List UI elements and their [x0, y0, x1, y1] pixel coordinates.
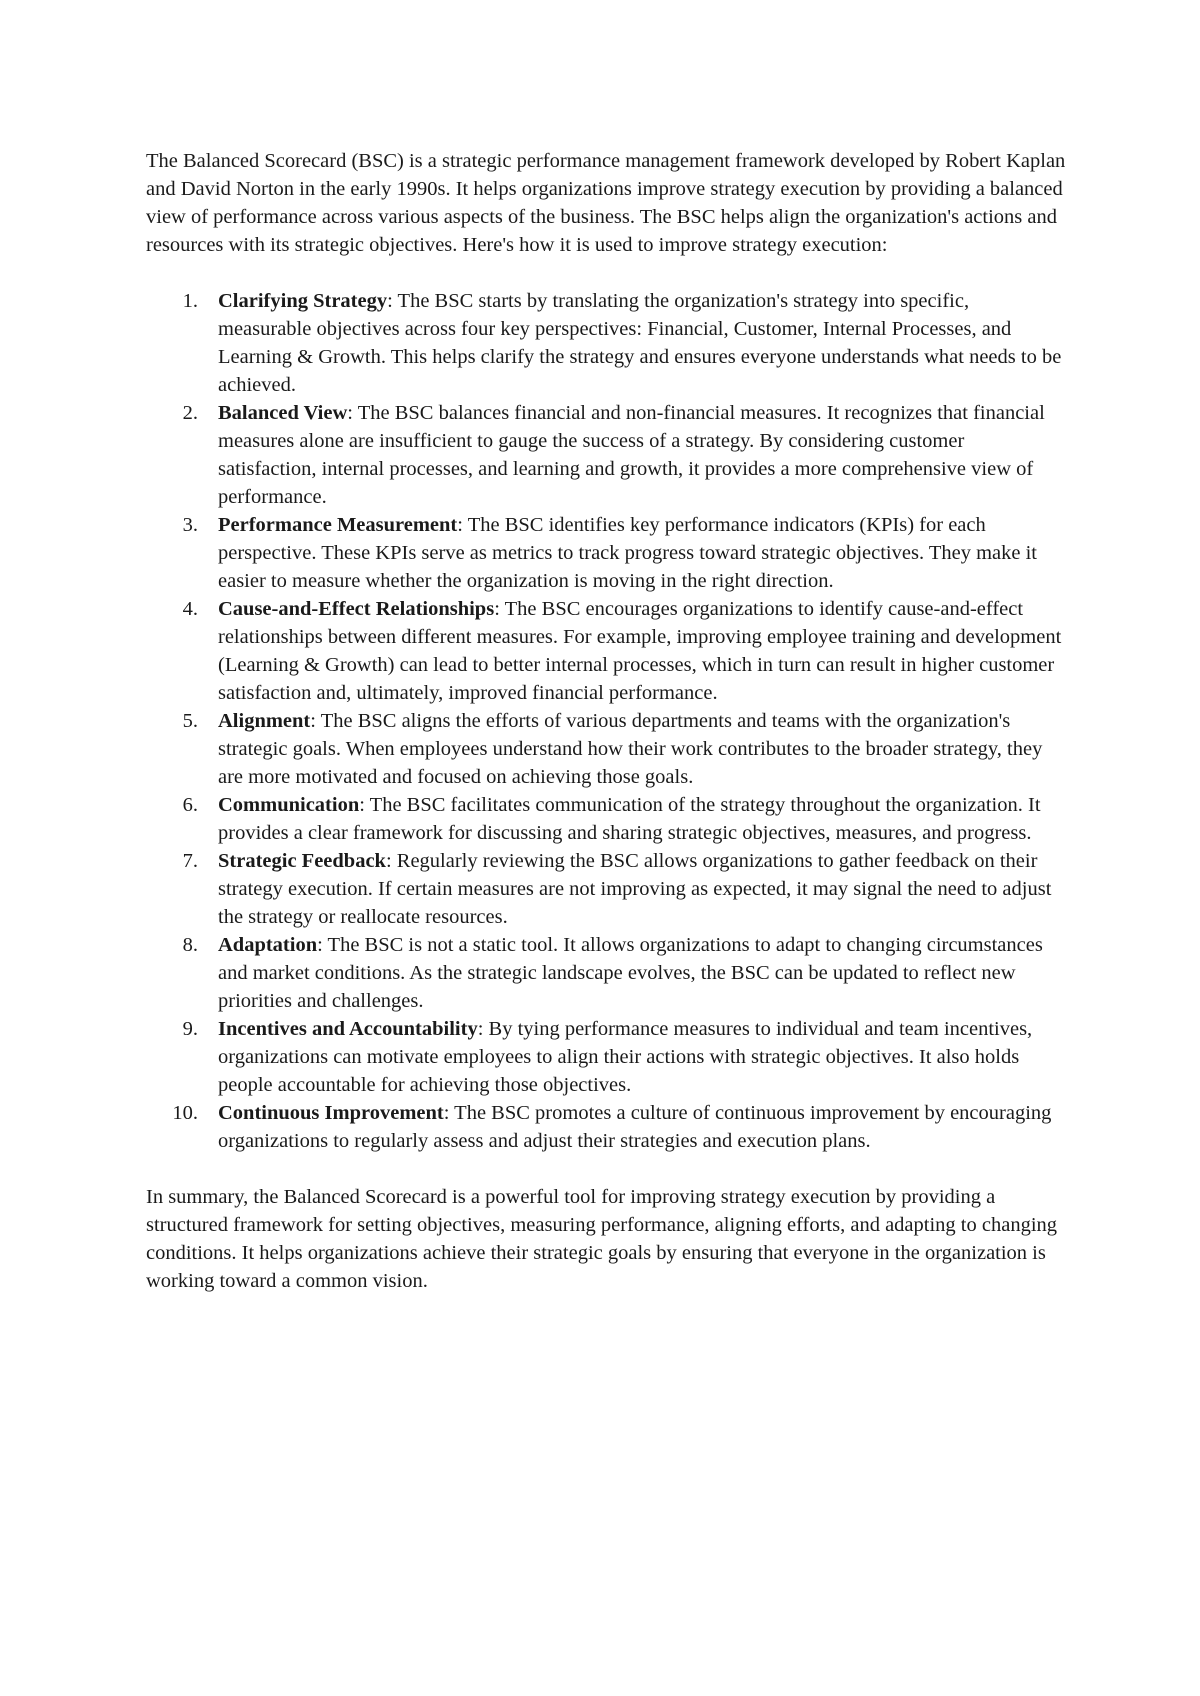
list-item — [146, 595, 1066, 707]
document-page — [146, 147, 1066, 1295]
list-number: 6. — [182, 794, 198, 816]
list-number: 8. — [182, 934, 198, 956]
list-number: 9. — [182, 1018, 198, 1040]
list-item — [146, 847, 1066, 931]
list-item — [146, 707, 1066, 791]
list-item — [146, 791, 1066, 847]
list-number: 4. — [182, 598, 198, 620]
list-item — [146, 1099, 1066, 1155]
numbered-list — [146, 287, 1066, 1155]
list-text: : The BSC encourages organizations to identify cause-and-effect relationships between different measures. For example, improving employee training and development (Learning & Growth) can lead to better internal processes, which in turn can result in higher customer satisfaction and, ultimately, improved financial performance. — [218, 598, 1062, 704]
list-item — [146, 511, 1066, 595]
list-text: : The BSC facilitates communication of the strategy throughout the organization. It provides a clear framework for discussing and sharing strategic objectives, measures, and progress. — [218, 794, 1041, 844]
list-text: : The BSC is not a static tool. It allows organizations to adapt to changing circumstances and market conditions. As the strategic landscape evolves, the BSC can be updated to reflect new priorities and challenges. — [218, 934, 1043, 1012]
list-text: : The BSC aligns the efforts of various departments and teams with the organization's strategic goals. When employees understand how their work contributes to the broader strategy, they are more motivated and focused on achieving those goals. — [218, 710, 1043, 788]
list-term: Communication — [218, 794, 360, 816]
list-term: Alignment — [218, 710, 311, 732]
list-term: Strategic Feedback — [218, 850, 386, 872]
list-number: 10. — [172, 1102, 198, 1124]
list-term: Cause-and-Effect Relationships — [218, 598, 495, 620]
intro-paragraph: The Balanced Scorecard (BSC) is a strategic performance management framework developed by Robert Kaplan and David Norton in the early 1990s. It helps organizations improve strategy execution by providing a balanced view of performance across various aspects of the business. The BSC helps align the organization's actions and resources with its strategic objectives. Here's how it is used to improve strategy execution: — [146, 150, 1066, 256]
list-term: Balanced View — [218, 402, 348, 424]
list-text: : By tying performance measures to individual and team incentives, organizations can motivate employees to align their actions with strategic objectives. It also holds people accountable for achieving those objectives. — [218, 1018, 1033, 1096]
list-text: : The BSC identifies key performance indicators (KPIs) for each perspective. These KPIs serve as metrics to track progress toward strategic objectives. They make it easier to measure whether the organization is moving in the right direction. — [218, 514, 1037, 592]
list-text: : The BSC balances financial and non-financial measures. It recognizes that financial measures alone are insufficient to gauge the success of a strategy. By considering customer satisfaction, internal processes, and learning and growth, it provides a more comprehensive view of performance. — [218, 402, 1045, 508]
list-text: : The BSC promotes a culture of continuous improvement by encouraging organizations to regularly assess and adjust their strategies and execution plans. — [218, 1102, 1052, 1152]
list-term: Clarifying Strategy — [218, 290, 388, 312]
list-number: 5. — [182, 710, 198, 732]
list-number: 2. — [182, 402, 198, 424]
list-text: : Regularly reviewing the BSC allows organizations to gather feedback on their strategy execution. If certain measures are not improving as expected, it may signal the need to adjust the strategy or reallocate resources. — [218, 850, 1052, 928]
list-term: Performance Measurement — [218, 514, 458, 536]
list-number: 3. — [182, 514, 198, 536]
list-item — [146, 287, 1066, 399]
list-item — [146, 399, 1066, 511]
summary-paragraph: In summary, the Balanced Scorecard is a powerful tool for improving strategy execution by providing a structured framework for setting objectives, measuring performance, aligning efforts, and adapting to changing conditions. It helps organizations achieve their strategic goals by ensuring that everyone in the organization is working toward a common vision. — [146, 1186, 1058, 1292]
list-text: : The BSC starts by translating the organization's strategy into specific, measurable objectives across four key perspectives: Financial, Customer, Internal Processes, and Learning & Growth. This helps clarify the strategy and ensures everyone understands what needs to be achieved. — [218, 290, 1062, 396]
list-number: 7. — [182, 850, 198, 872]
list-term: Incentives and Accountability — [218, 1018, 478, 1040]
list-item — [146, 1015, 1066, 1099]
list-term: Continuous Improvement — [218, 1102, 444, 1124]
list-item — [146, 931, 1066, 1015]
list-number: 1. — [182, 290, 198, 312]
list-term: Adaptation — [218, 934, 318, 956]
